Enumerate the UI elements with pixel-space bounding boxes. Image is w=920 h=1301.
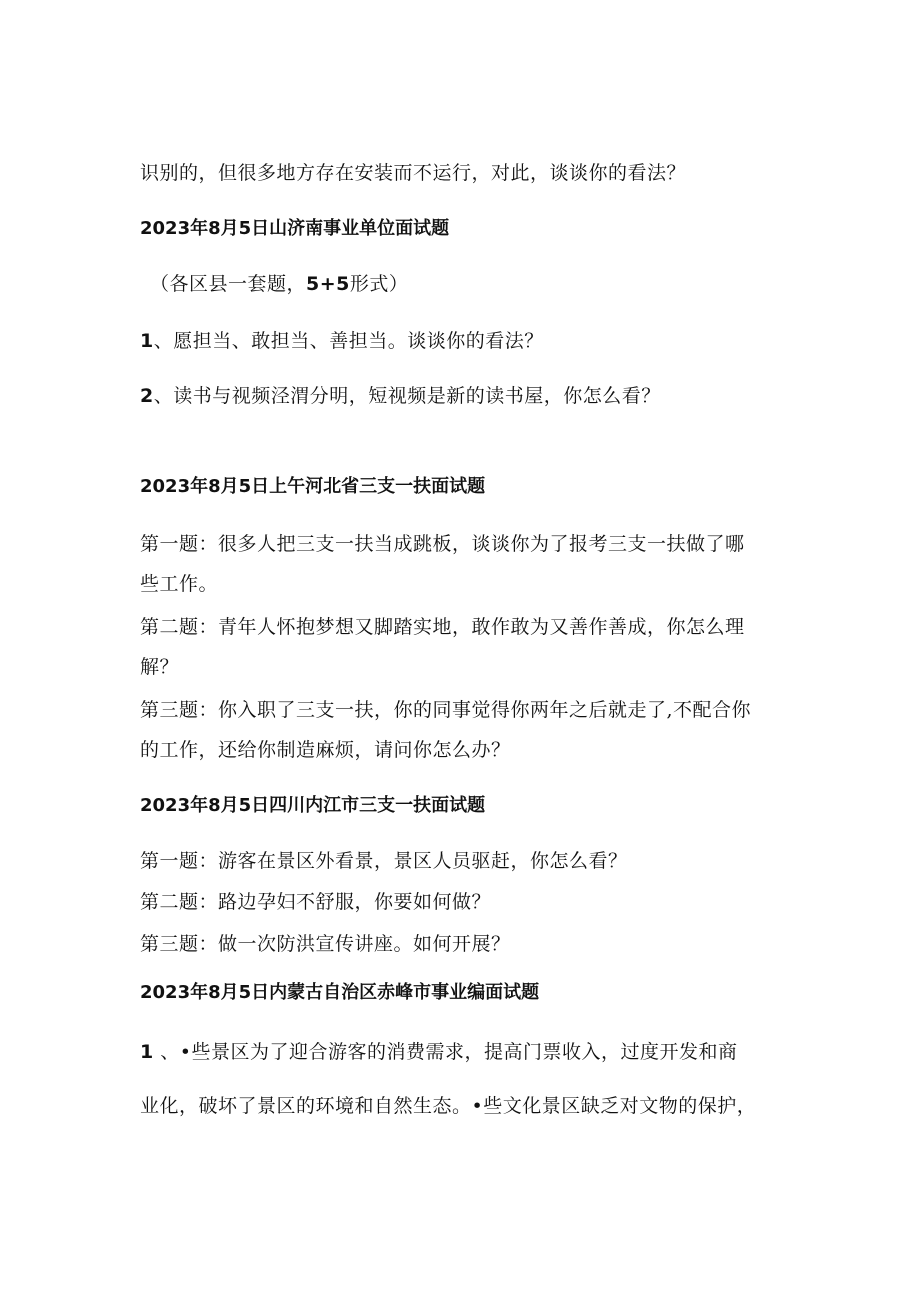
note-open: （各区县一套题， [150,273,307,295]
question-line: 第二题：青年人怀抱梦想又脚踏实地，敢作敢为又善作善成，你怎么理 [140,616,745,638]
item-number: 1 [140,1041,154,1063]
section-heading-chifeng: 2023年8月5日内蒙古自治区赤峰市事业编面试题 [140,982,540,1003]
question-line: 第一题：游客在景区外看景，景区人员驱赶，你怎么看？ [140,850,628,872]
question-line: 业化，破坏了景区的环境和自然生态。•些文化景区缺乏对文物的保护， [140,1095,757,1117]
section-note-jinan [150,272,408,296]
section-heading-jinan: 2023年8月5日山济南事业单位面试题 [140,218,450,239]
list-item [140,329,544,353]
intro-line: 识别的，但很多地方存在安装而不运行，对此，谈谈你的看法？ [140,162,687,184]
list-item [140,384,661,408]
note-close: 形式） [349,273,409,295]
section-heading-neijiang: 2023年8月5日四川内江市三支一扶面试题 [140,795,486,816]
list-item [140,1040,737,1064]
item-text: 、愿担当、敢担当、善担当。谈谈你的看法？ [153,330,544,352]
question-line: 第二题：路边孕妇不舒服，你要如何做？ [140,891,492,913]
question-line: 第三题：做一次防洪宣传讲座。如何开展？ [140,933,511,955]
section-heading-hebei: 2023年8月5日上午河北省三支一扶面试题 [140,476,486,497]
question-line: 些工作。 [140,573,219,595]
question-line: 第三题：你入职了三支一扶，你的同事觉得你两年之后就走了,不配合你 [140,699,752,721]
item-text: 、读书与视频泾渭分明，短视频是新的读书屋，你怎么看？ [153,385,661,407]
question-line: 的工作，还给你制造麻烦，请问你怎么办？ [140,739,511,761]
item-number: 1 [140,330,154,352]
item-text: 、•些景区为了迎合游客的消费需求，提高门票收入，过度开发和商 [153,1041,738,1063]
item-number: 2 [140,385,154,407]
question-line: 第一题：很多人把三支一扶当成跳板，谈谈你为了报考三支一扶做了哪 [140,533,745,555]
question-line: 解？ [140,656,180,678]
note-bold: 5+5 [306,273,350,295]
